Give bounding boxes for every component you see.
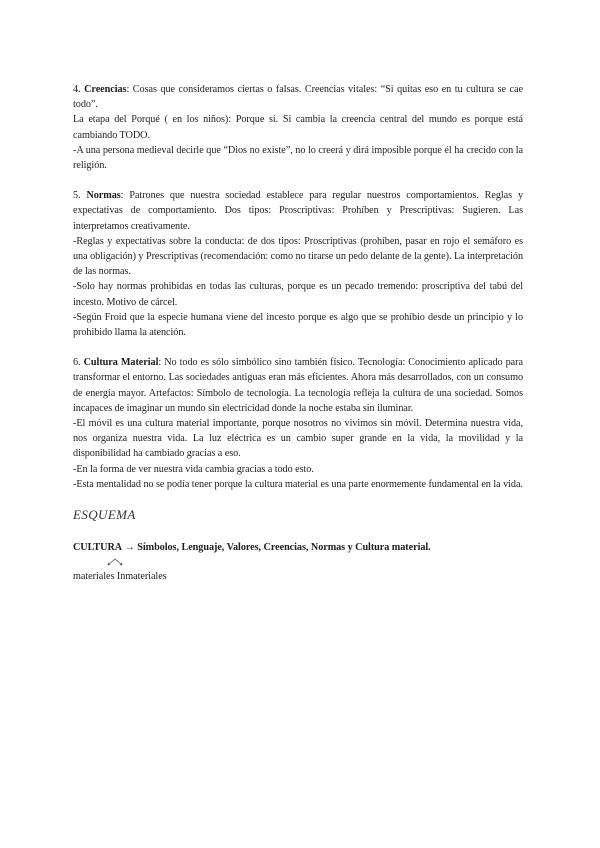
- document-page: [73, 82, 523, 585]
- creencias-definition: [73, 82, 523, 112]
- section-text: : Patrones que nuestra sociedad establece para regular nuestros comportamientos. Reglas y expectativas de comportamiento. Dos tipos: Proscriptivas: Prohíben y Prescriptivas: Sugieren. Las interpretamos creativamente.: [73, 190, 523, 232]
- section-creencias: [73, 82, 523, 173]
- paragraph: -Reglas y expectativas sobre la conducta: de dos tipos: Proscriptivas (prohíben, pasar en rojo el semáforo es una obligación) y Prescriptivas (recomendación: como no tirarse un pedo delante de la gente). La interpretación de las normas.: [73, 235, 523, 278]
- section-normas: [73, 188, 523, 340]
- branch-arrows: [73, 555, 523, 569]
- section-number: 6.: [73, 357, 84, 369]
- section-term: Cultura Material: [83, 357, 159, 369]
- esquema-cultura-line: [73, 540, 523, 555]
- paragraph: -Solo hay normas prohibidas en todas las culturas, porque es un pecado tremendo: proscriptiva del tabú del incesto. Motivo de cárcel.: [73, 281, 523, 308]
- cultura-material-definition: [73, 355, 523, 416]
- esquema-heading: ESQUEMA: [73, 507, 136, 523]
- right-arrow-icon: →: [124, 542, 135, 554]
- branch-arrow-icon: [106, 557, 124, 567]
- section-term: Creencias: [84, 84, 127, 95]
- section-text: : Cosas que consideramos ciertas o falsas. Creencias vitales: “Si quitas eso en tu cultura se cae todo”.: [73, 84, 523, 111]
- paragraph: -El móvil es una cultura material importante, porque nosotros no vivimos sin móvil. Determina nuestra vida, nos organiza nuestra vida. La luz eléctrica es un cambio super grande en la vida, la movilidad y la disponibilidad ha cambiado gracias a eso.: [73, 418, 523, 460]
- section-number: 5.: [73, 190, 87, 202]
- cultura-term: CULTURA: [73, 542, 123, 554]
- paragraph: La etapa del Porqué ( en los niños): Porque sí. Si cambia la creencia central del mundo es porque está cambiando TODO.: [73, 114, 523, 141]
- section-cultura-material: [73, 355, 523, 492]
- paragraph: -Esta mentalidad no se podía tener porque la cultura material es una parte enormemente fundamental en la vida.: [73, 478, 523, 490]
- esquema-subtypes: materiales Inmateriales: [73, 571, 167, 583]
- esquema-items: Símbolos, Lenguaje, Valores, Creencias, Normas y Cultura material.: [137, 542, 431, 554]
- paragraph: -En la forma de ver nuestra vida cambia gracias a todo esto.: [73, 463, 314, 475]
- normas-definition: [73, 188, 523, 234]
- section-term: Normas: [86, 190, 121, 202]
- section-number: 4.: [73, 84, 85, 95]
- section-text: : No todo es sólo simbólico sino también físico. Tecnología: Conocimiento aplicado para transformar el entorno. Las sociedades antiguas eran más eficientes. Ahora más desarrollados, con un consumo de energía mayor. Artefactos: Símbolo de tecnología. La tecnología refleja la cultura de una sociedad. Somos incapaces de imaginar un mundo sin electricidad donde la noche estaba sin iluminar.: [73, 357, 523, 414]
- paragraph: -A una persona medieval decirle que “Dios no existe”, no lo creerá y dirá imposible porque él ha crecido con la religión.: [73, 144, 523, 172]
- paragraph: -Según Froid que la especie humana viene del incesto porque es algo que se prohíbio desde un principio y lo prohibido llama la atención.: [73, 311, 523, 339]
